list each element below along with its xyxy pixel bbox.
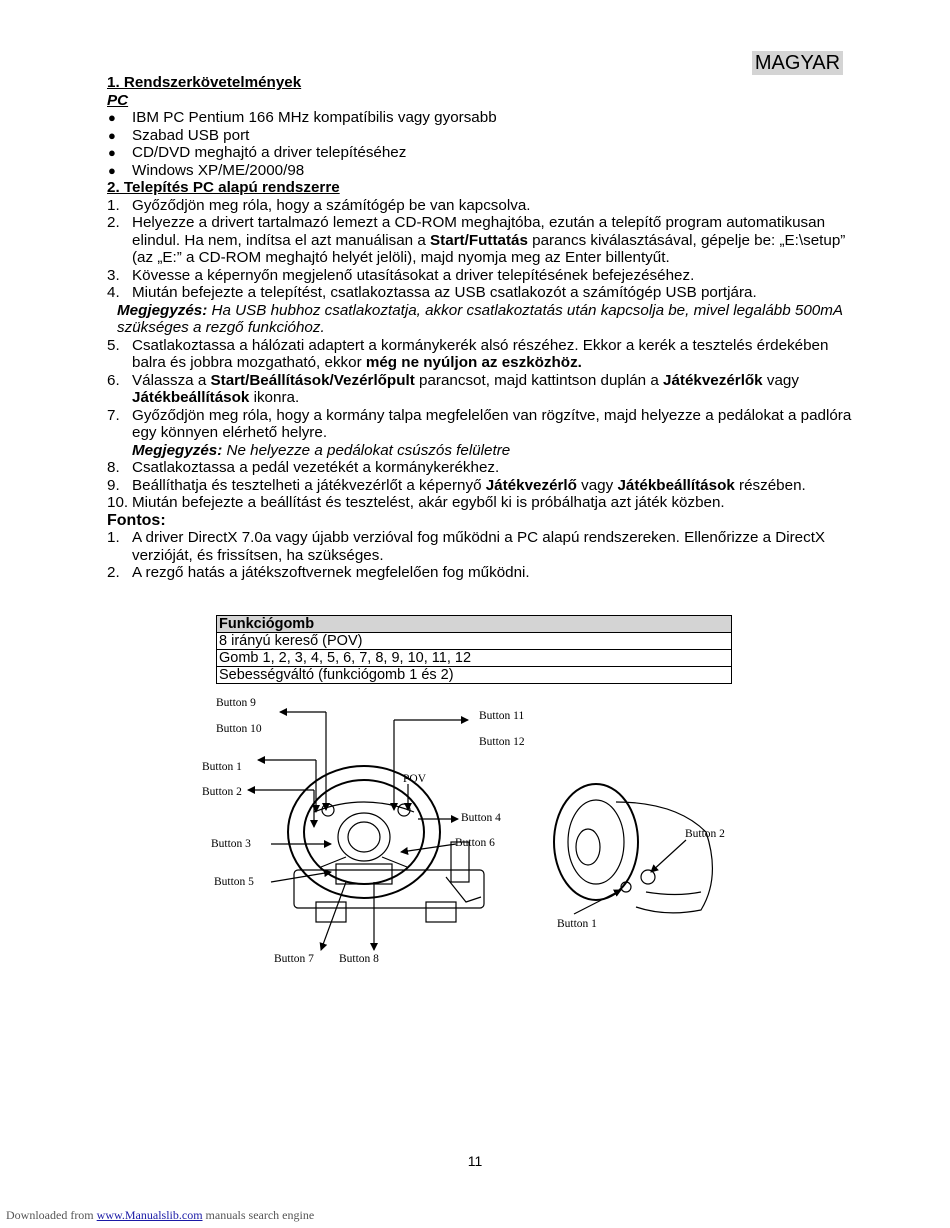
label-button-12: Button 12 xyxy=(479,736,525,748)
important-2: 2. A rezgő hatás a játékszoftvernek megfelelően fog működni. xyxy=(107,564,530,581)
step-6: 6. Válassza a Start/Beállítások/Vezérlőpult parancsot, majd kattintson duplán a Játékvezérlők vagy Játékbeállítások ikonra. xyxy=(107,371,799,406)
step-1: 1. Győződjön meg róla, hogy a számítógép be van kapcsolva. xyxy=(107,196,531,214)
list-item: ● Windows XP/ME/2000/98 xyxy=(108,161,305,179)
step-10: 10. Miután befejezte a beállítást és tesztelést, akár egyből ki is próbálhatja azt játék közben. xyxy=(107,494,725,511)
list-item: ● Szabad USB port xyxy=(108,126,250,144)
list-item: ● CD/DVD meghajtó a driver telepítéséhez xyxy=(108,144,407,161)
step-2: 2. Helyezze a drivert tartalmazó lemezt a CD-ROM meghajtóba, ezután a telepítő program automatikusan elindul. Ha nem, indítsa el azt manuálisan a Start/Futtatás parancs kiválasztásával, gépelje be: „E:\setup” (az „E:” a CD-ROM meghajtó helyét jelöli), majd nyomja meg az Enter billentyűt. xyxy=(107,214,846,266)
section-title-install: 2. Telepítés PC alapú rendszerre xyxy=(107,179,340,196)
table-row: 8 irányú kereső (POV) xyxy=(217,633,732,650)
page-number: 11 xyxy=(467,1153,483,1169)
manualslib-link[interactable]: www.Manualslib.com xyxy=(96,1208,203,1222)
note-pedals: Megjegyzés: Ne helyezze a pedálokat csúszós felületre xyxy=(132,441,511,459)
language-tag: MAGYAR xyxy=(752,51,843,75)
label-button-5: Button 5 xyxy=(214,876,254,888)
label-button-2: Button 2 xyxy=(202,786,242,798)
document-body xyxy=(107,74,852,582)
table-header: Funkciógomb xyxy=(217,616,732,633)
list-item: ● IBM PC Pentium 166 MHz kompatíbilis vagy gyorsabb xyxy=(108,109,497,126)
step-4: 4. Miután befejezte a telepítést, csatlakoztassa az USB csatlakozót a számítógép USB portjára. xyxy=(107,284,757,301)
label-button-3: Button 3 xyxy=(211,838,251,850)
label-side-button-2: Button 2 xyxy=(685,828,725,840)
label-button-1: Button 1 xyxy=(202,761,242,773)
label-button-10: Button 10 xyxy=(216,723,262,735)
label-side-button-1: Button 1 xyxy=(557,918,597,930)
step-7: 7. Győződjön meg róla, hogy a kormány talpa megfelelően van rögzítve, majd helyezze a pedálokat a padlóra egy könnyen elérhető helyre. xyxy=(107,406,852,441)
important-title: Fontos: xyxy=(107,511,166,529)
function-button-table xyxy=(216,615,732,684)
label-button-9: Button 9 xyxy=(216,697,256,709)
note-usb-hub: Megjegyzés: Ha USB hubhoz csatlakoztatja, akkor csatlakoztatás után kapcsolja be, mivel legalább 500mA szükséges a rezgő funkcióhoz. xyxy=(117,301,843,336)
callout-arrows xyxy=(248,712,686,950)
table-row: Sebességváltó (funkciógomb 1 és 2) xyxy=(217,667,732,684)
label-button-7: Button 7 xyxy=(274,953,314,965)
label-button-4: Button 4 xyxy=(461,812,501,824)
section-title-requirements: 1. Rendszerkövetelmények xyxy=(107,74,302,91)
label-pov: POV xyxy=(403,773,427,785)
table-row: Gomb 1, 2, 3, 4, 5, 6, 7, 8, 9, 10, 11, 12 xyxy=(217,650,732,667)
footer: Downloaded from www.Manualslib.com manuals search engine xyxy=(6,1208,315,1222)
wheel-button-diagram xyxy=(196,692,766,972)
step-9: 9. Beállíthatja és tesztelheti a játékvezérlőt a képernyő Játékvezérlő vagy Játékbeállítások részében. xyxy=(107,476,806,494)
step-8: 8. Csatlakoztassa a pedál vezetékét a kormánykerékhez. xyxy=(107,459,500,476)
label-button-11: Button 11 xyxy=(479,710,525,722)
step-3: 3. Kövesse a képernyőn megjelenő utasításokat a driver telepítésének befejezéséhez. xyxy=(107,266,695,284)
pc-subtitle: PC xyxy=(107,91,129,109)
label-button-8: Button 8 xyxy=(339,953,379,965)
steering-wheel-side-illustration xyxy=(554,784,712,913)
step-5: 5. Csatlakoztassa a hálózati adaptert a kormánykerék alsó részéhez. Ekkor a kerék a tesztelés érdekében balra és jobbra mozgatható, ekkor még ne nyúljon az eszközhöz. xyxy=(107,336,829,371)
important-1: 1. A driver DirectX 7.0a vagy újabb verzióval fog működni a PC alapú rendszereken. Ellenőrizze a DirectX verzióját, és frissítsen, ha szükséges. xyxy=(107,529,826,564)
label-button-6: Button 6 xyxy=(455,837,495,849)
